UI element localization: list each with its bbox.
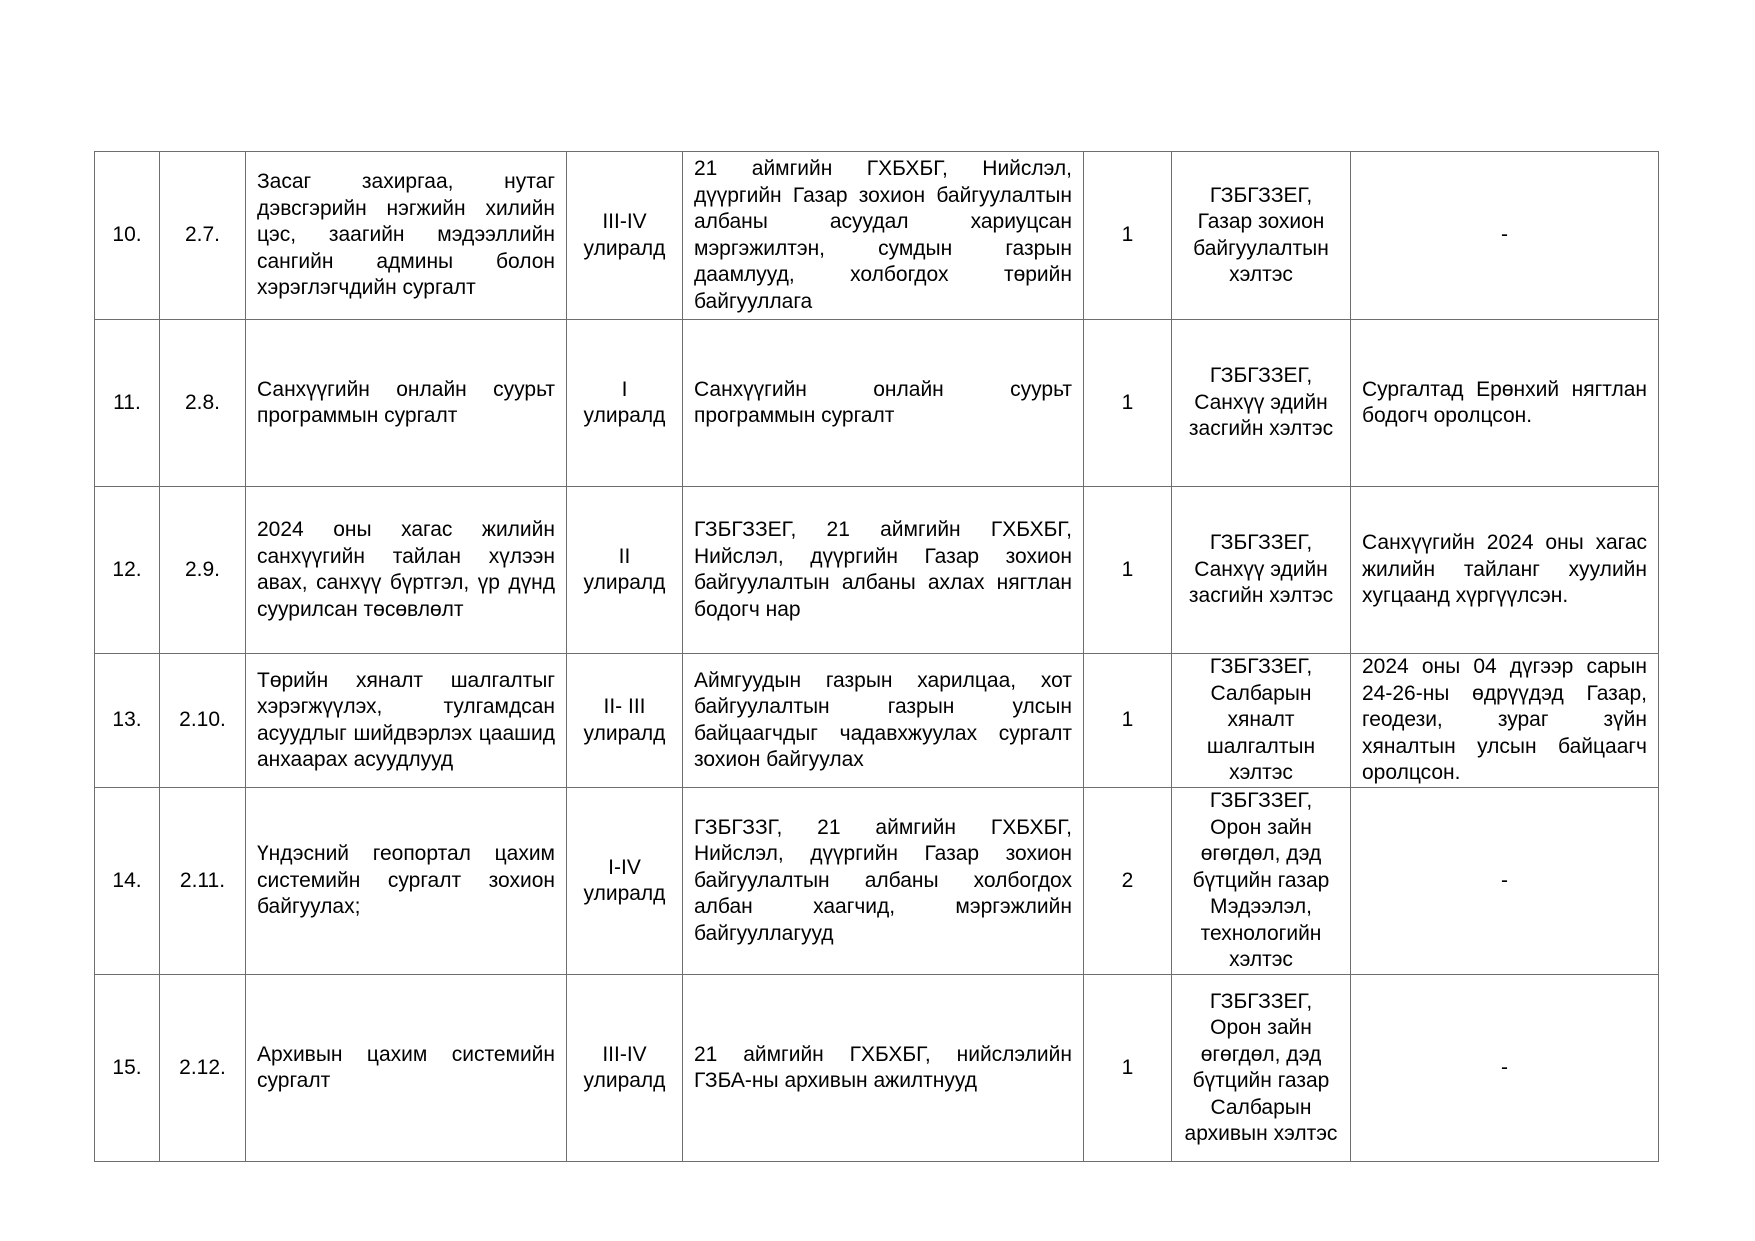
training-count: 1 [1084, 152, 1172, 320]
row-code: 2.12. [160, 975, 246, 1162]
participants: 21 аймгийн ГХБХБГ, Нийслэл, дүүргийн Газар зохион байгуулалтын албаны асуудал хариуцсан мэргэжилтэн, сумдын газрын даамлууд, холбогдох төрийн байгууллага [683, 152, 1084, 320]
training-topic: Санхүүгийн онлайн суурьт программын сургалт [246, 320, 567, 487]
table-row [95, 320, 1659, 487]
training-topic: Төрийн хяналт шалгалтыг хэрэгжүүлэх, тулгамдсан асуудлыг шийдвэрлэх цаашид анхаарах асуудлууд [246, 654, 567, 788]
training-count: 2 [1084, 788, 1172, 975]
participants: ГЗБГЗЗГ, 21 аймгийн ГХБХБГ, Нийслэл, дүүргийн Газар зохион байгуулалтын албаны холбогдох албан хаагчид, мэргэжлийн байгууллагууд [683, 788, 1084, 975]
training-count: 1 [1084, 654, 1172, 788]
training-plan-table [94, 151, 1659, 1162]
responsible-unit: ГЗБГЗЗЕГ, Орон зайн өгөгдөл, дэд бүтцийн газар Мэдээлэл, технологийн хэлтэс [1172, 788, 1351, 975]
participants: 21 аймгийн ГХБХБГ, нийслэлийн ГЗБА-ны архивын ажилтнууд [683, 975, 1084, 1162]
training-count: 1 [1084, 320, 1172, 487]
row-number: 13. [95, 654, 160, 788]
result: 2024 оны 04 дүгээр сарын 24-26-ны өдрүүдэд Газар, геодези, зураг зүйн хяналтын улсын байцаагч оролцсон. [1351, 654, 1659, 788]
training-topic: Архивын цахим системийн сургалт [246, 975, 567, 1162]
training-period: II улиралд [567, 487, 683, 654]
result: Санхүүгийн 2024 оны хагас жилийн тайланг хуулийн хугцаанд хүргүүлсэн. [1351, 487, 1659, 654]
training-topic: Үндэсний геопортал цахим системийн сургалт зохион байгуулах; [246, 788, 567, 975]
training-period: II- III улиралд [567, 654, 683, 788]
row-number: 15. [95, 975, 160, 1162]
row-code: 2.9. [160, 487, 246, 654]
responsible-unit: ГЗБГЗЗЕГ, Санхүү эдийн засгийн хэлтэс [1172, 487, 1351, 654]
responsible-unit: ГЗБГЗЗЕГ, Орон зайн өгөгдөл, дэд бүтцийн газар Салбарын архивын хэлтэс [1172, 975, 1351, 1162]
result: - [1351, 788, 1659, 975]
row-code: 2.10. [160, 654, 246, 788]
training-topic: 2024 оны хагас жилийн санхүүгийн тайлан хүлээн авах, санхүү бүртгэл, үр дүнд суурилсан төсөвлөлт [246, 487, 567, 654]
responsible-unit: ГЗБГЗЗЕГ, Газар зохион байгуулалтын хэлтэс [1172, 152, 1351, 320]
result: - [1351, 975, 1659, 1162]
row-number: 14. [95, 788, 160, 975]
table-row [95, 975, 1659, 1162]
table-row [95, 152, 1659, 320]
table-row [95, 788, 1659, 975]
row-number: 11. [95, 320, 160, 487]
training-period: III-IV улиралд [567, 975, 683, 1162]
participants: Аймгуудын газрын харилцаа, хот байгуулалтын газрын улсын байцаагчдыг чадавхжуулах сургалт зохион байгуулах [683, 654, 1084, 788]
participants: ГЗБГЗЗЕГ, 21 аймгийн ГХБХБГ, Нийслэл, дүүргийн Газар зохион байгуулалтын албаны ахлах нягтлан бодогч нар [683, 487, 1084, 654]
row-code: 2.7. [160, 152, 246, 320]
training-period: I улиралд [567, 320, 683, 487]
row-number: 12. [95, 487, 160, 654]
result: - [1351, 152, 1659, 320]
row-code: 2.8. [160, 320, 246, 487]
training-count: 1 [1084, 975, 1172, 1162]
row-number: 10. [95, 152, 160, 320]
table-row [95, 487, 1659, 654]
table-row [95, 654, 1659, 788]
responsible-unit: ГЗБГЗЗЕГ, Санхүү эдийн засгийн хэлтэс [1172, 320, 1351, 487]
responsible-unit: ГЗБГЗЗЕГ, Салбарын хяналт шалгалтын хэлтэс [1172, 654, 1351, 788]
row-code: 2.11. [160, 788, 246, 975]
training-count: 1 [1084, 487, 1172, 654]
training-period: III-IV улиралд [567, 152, 683, 320]
participants: Санхүүгийн онлайн суурьт программын сургалт [683, 320, 1084, 487]
result: Сургалтад Ерөнхий нягтлан бодогч оролцсон. [1351, 320, 1659, 487]
training-period: I-IV улиралд [567, 788, 683, 975]
training-topic: Засаг захиргаа, нутаг дэвсгэрийн нэгжийн хилийн цэс, заагийн мэдээллийн сангийн админы болон хэрэглэгчдийн сургалт [246, 152, 567, 320]
